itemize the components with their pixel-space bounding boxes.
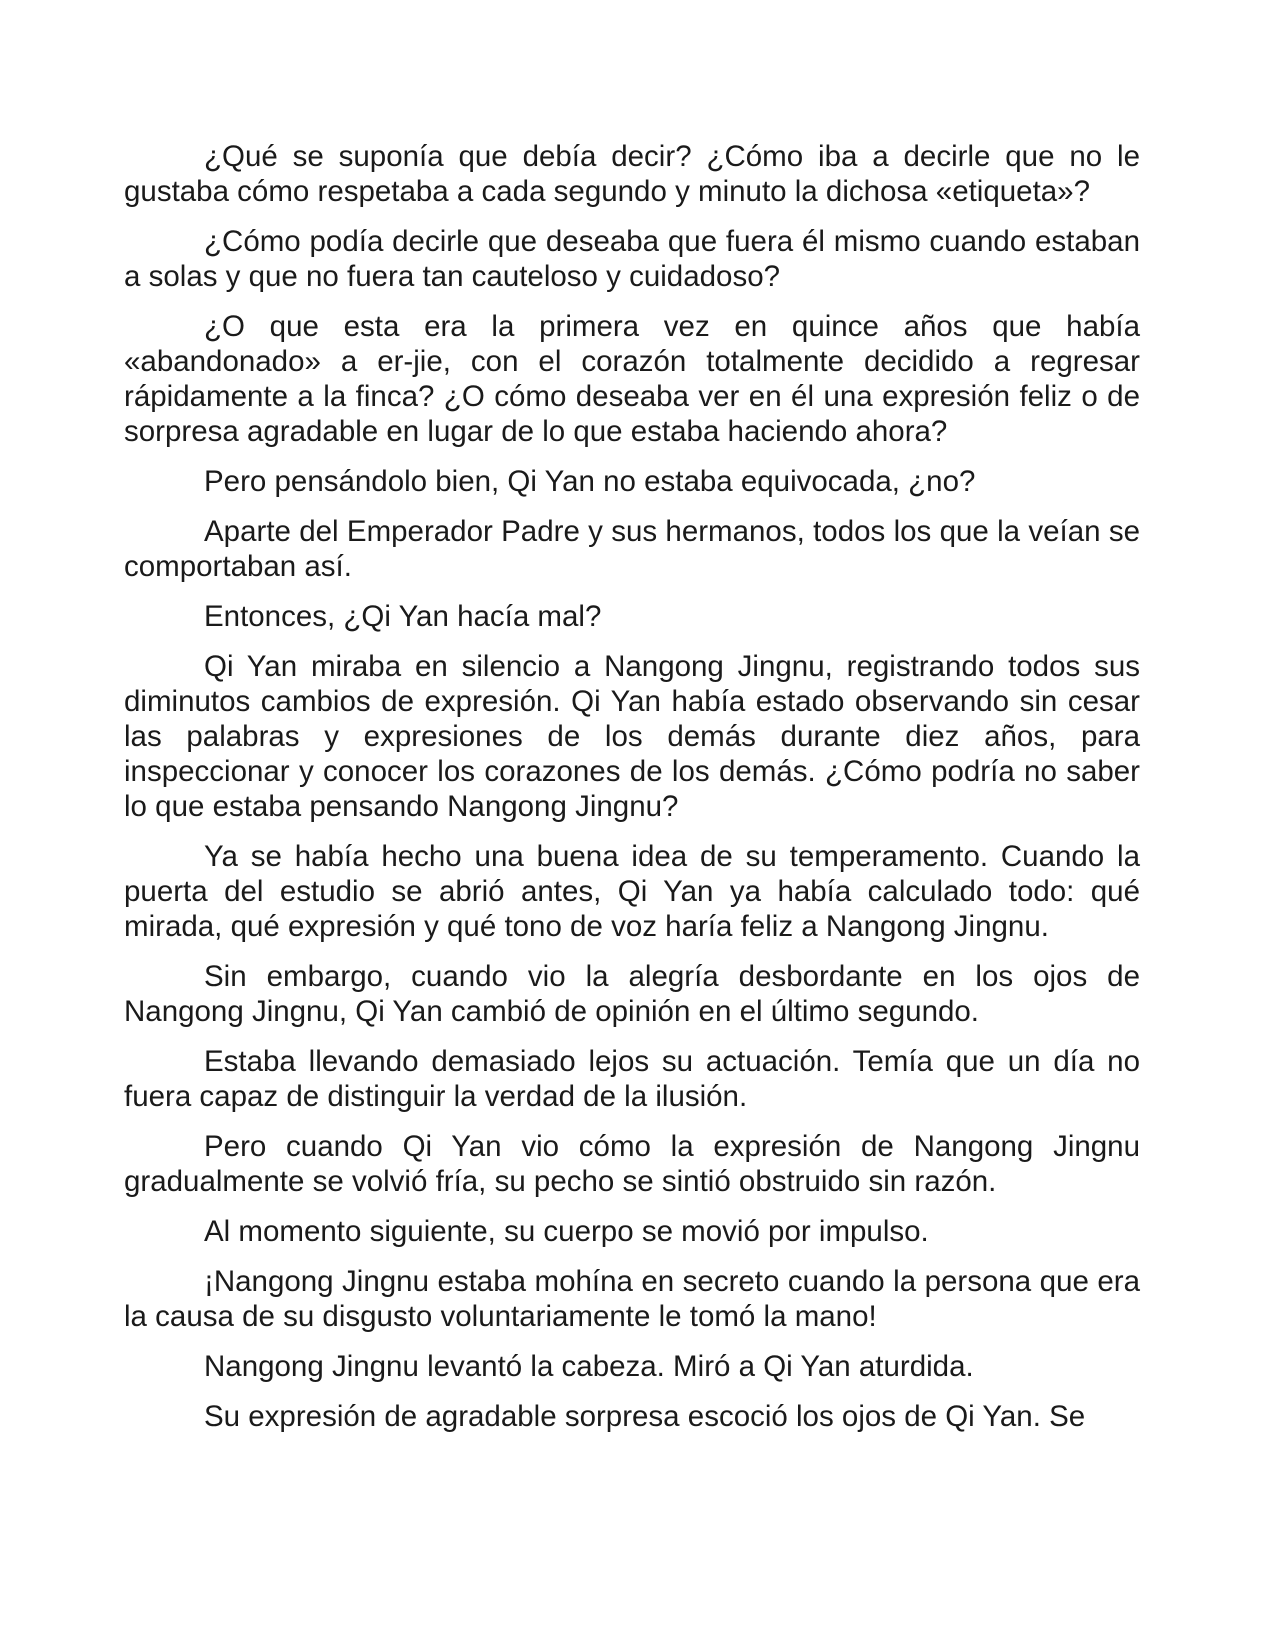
paragraph: Pero pensándolo bien, Qi Yan no estaba equivocada, ¿no? xyxy=(204,465,976,498)
paragraph: ¿O que esta era la primera vez en quince años que había «abandonado» a er-jie, con el corazón totalmente decidido a regresar rápidamente a la finca? ¿O cómo deseaba ver en él una expresión feliz o de sorpresa agradable en lugar de lo que estaba haciendo ahora? xyxy=(124,310,1140,448)
document-page xyxy=(124,139,1140,1449)
paragraph: Al momento siguiente, su cuerpo se movió por impulso. xyxy=(204,1215,929,1248)
paragraph: Aparte del Emperador Padre y sus hermanos, todos los que la veían se comportaban así. xyxy=(124,515,1140,583)
paragraph: ¡Nangong Jingnu estaba mohína en secreto cuando la persona que era la causa de su disgusto voluntariamente le tomó la mano! xyxy=(124,1265,1140,1333)
paragraph: Qi Yan miraba en silencio a Nangong Jingnu, registrando todos sus diminutos cambios de expresión. Qi Yan había estado observando sin cesar las palabras y expresiones de los demás durante diez años, para inspeccionar y conocer los corazones de los demás. ¿Cómo podría no saber lo que estaba pensando Nangong Jingnu? xyxy=(124,650,1140,823)
paragraph: Estaba llevando demasiado lejos su actuación. Temía que un día no fuera capaz de distinguir la verdad de la ilusión. xyxy=(124,1045,1140,1113)
paragraph: Entonces, ¿Qi Yan hacía mal? xyxy=(204,600,602,633)
paragraph: ¿Cómo podía decirle que deseaba que fuera él mismo cuando estaban a solas y que no fuera tan cauteloso y cuidadoso? xyxy=(124,225,1140,293)
paragraph: Sin embargo, cuando vio la alegría desbordante en los ojos de Nangong Jingnu, Qi Yan cambió de opinión en el último segundo. xyxy=(124,960,1140,1028)
paragraph: Pero cuando Qi Yan vio cómo la expresión de Nangong Jingnu gradualmente se volvió fría, su pecho se sintió obstruido sin razón. xyxy=(124,1130,1140,1198)
paragraph: Ya se había hecho una buena idea de su temperamento. Cuando la puerta del estudio se abrió antes, Qi Yan ya había calculado todo: qué mirada, qué expresión y qué tono de voz haría feliz a Nangong Jingnu. xyxy=(124,840,1140,943)
paragraph: ¿Qué se suponía que debía decir? ¿Cómo iba a decirle que no le gustaba cómo respetaba a cada segundo y minuto la dichosa «etiqueta»? xyxy=(124,140,1140,208)
paragraph: Nangong Jingnu levantó la cabeza. Miró a Qi Yan aturdida. xyxy=(204,1350,974,1383)
paragraph: Su expresión de agradable sorpresa escoció los ojos de Qi Yan. Se xyxy=(204,1400,1086,1433)
